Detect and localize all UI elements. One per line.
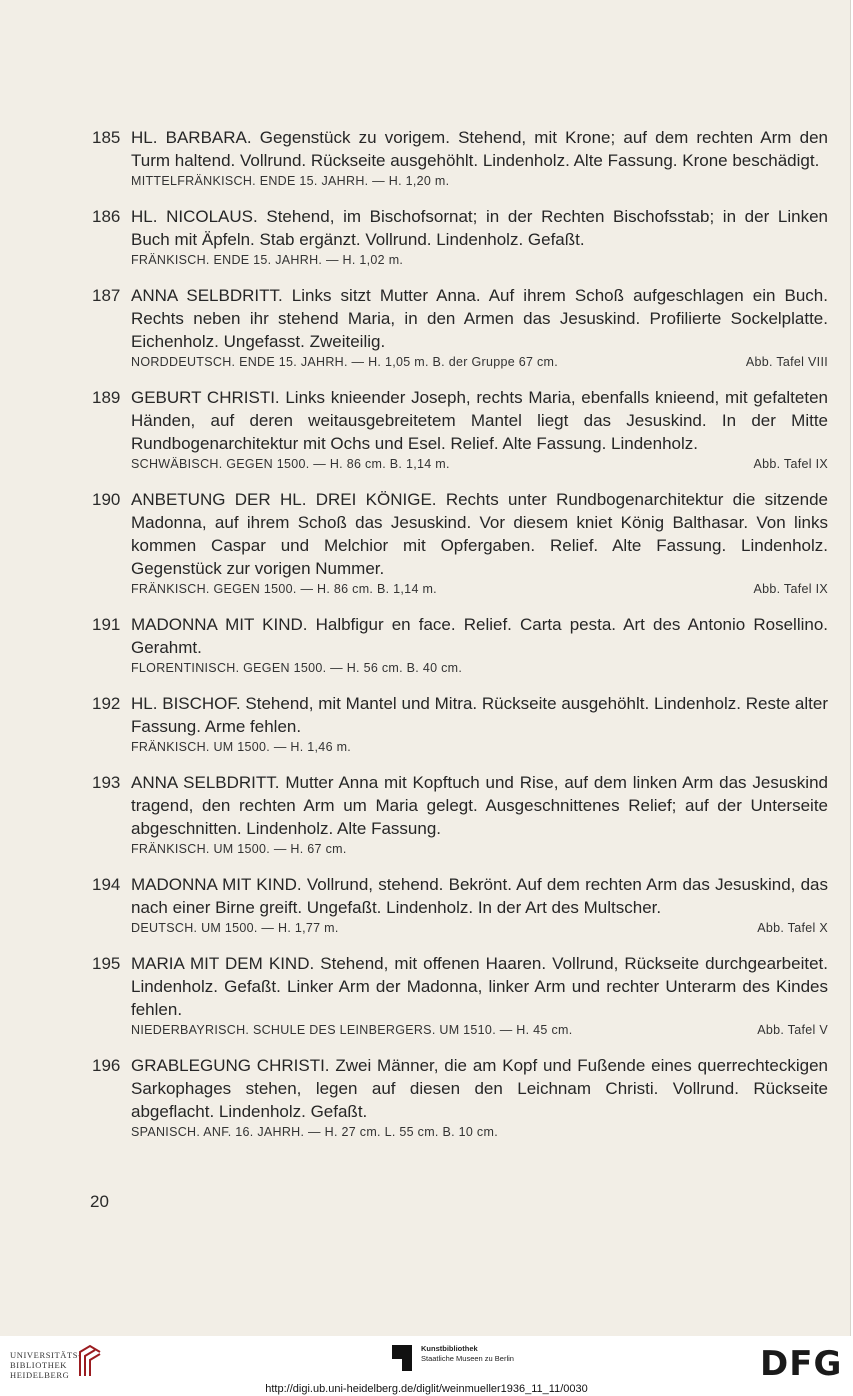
entry-meta (131, 353, 828, 371)
ub-line-2: BIBLIOTHEK (10, 1360, 67, 1370)
ub-line-3: HEIDELBERG (10, 1370, 70, 1380)
entry-origin-dimensions: MITTELFRÄNKISCH. ENDE 15. JAHRH. — H. 1,20 m. (131, 174, 450, 188)
entry-number: 186 (92, 207, 121, 226)
entry-plate-reference: Abb. Tafel VIII (745, 355, 828, 369)
entry-meta (131, 1123, 828, 1141)
entry-meta (131, 580, 828, 598)
kb-subtitle: Staatliche Museen zu Berlin (421, 1354, 514, 1363)
entry-meta (131, 659, 828, 677)
catalog-entry (92, 613, 828, 677)
entry-number: 190 (92, 490, 121, 509)
entry-plate-reference: Abb. Tafel X (757, 921, 828, 935)
ub-heidelberg-label[interactable] (10, 1350, 82, 1380)
catalog-entry (92, 284, 828, 371)
entry-origin-dimensions: FRÄNKISCH. UM 1500. — H. 67 cm. (131, 842, 347, 856)
entry-origin-dimensions: FRÄNKISCH. GEGEN 1500. — H. 86 cm. B. 1,14 m. (131, 582, 437, 596)
entry-origin-dimensions: FRÄNKISCH. ENDE 15. JAHRH. — H. 1,02 m. (131, 253, 404, 267)
entry-number: 194 (92, 875, 121, 894)
entry-description: HL. BISCHOF. Stehend, mit Mantel und Mitra. Rückseite ausgehöhlt. Lindenholz. Reste alter Fassung. Arme fehlen. (131, 694, 828, 736)
entry-description: HL. NICOLAUS. Stehend, im Bischofsornat; in der Rechten Bischofsstab; in der Linken Buch mit Äpfeln. Stab ergänzt. Vollrund. Lindenholz. Gefaßt. (131, 207, 828, 249)
catalog-entry (92, 126, 828, 190)
entry-origin-dimensions: FLORENTINISCH. GEGEN 1500. — H. 56 cm. B. 40 cm. (131, 661, 463, 675)
entry-number: 191 (92, 615, 121, 634)
entry-number: 192 (92, 694, 121, 713)
ub-line-1: UNIVERSITÄTS- (10, 1350, 82, 1360)
entry-description: ANNA SELBDRITT. Mutter Anna mit Kopftuch und Rise, auf dem linken Arm das Jesuskind tragend, den rechten Arm um Maria gelegt. Ausgeschnittenes Relief; auf der Unterseite abgeschnitten. Lindenholz. Alte Fassung. (131, 773, 828, 838)
page-number: 20 (90, 1192, 109, 1211)
entry-origin-dimensions: FRÄNKISCH. UM 1500. — H. 1,46 m. (131, 740, 352, 754)
catalog-entry (92, 873, 828, 937)
entry-origin-dimensions: NORDDEUTSCH. ENDE 15. JAHRH. — H. 1,05 m. B. der Gruppe 67 cm. (131, 355, 559, 369)
entry-origin-dimensions: NIEDERBAYRISCH. SCHULE DES LEINBERGERS. UM 1510. — H. 45 cm. (131, 1023, 573, 1037)
entry-list (92, 126, 828, 1156)
entry-plate-reference: Abb. Tafel IX (753, 457, 828, 471)
entry-description: MADONNA MIT KIND. Halbfigur en face. Relief. Carta pesta. Art des Antonio Rosellino. Gerahmt. (131, 615, 828, 657)
entry-number: 189 (92, 388, 121, 407)
source-url[interactable]: http://digi.ub.uni-heidelberg.de/diglit/weinmueller1936_11_11/0030 (265, 1383, 588, 1395)
entry-number: 195 (92, 954, 121, 973)
entry-meta (131, 455, 828, 473)
entry-meta (131, 172, 828, 190)
entry-description: ANNA SELBDRITT. Links sitzt Mutter Anna. Auf ihrem Schoß aufgeschlagen ein Buch. Rechts neben ihr stehend Maria, in den Armen das Jesuskind. Profilierte Sockelplatte. Eichenholz. Ungefasst. Zweiteilig. (131, 286, 828, 351)
entry-description: HL. BARBARA. Gegenstück zu vorigem. Stehend, mit Krone; auf dem rechten Arm den Turm haltend. Vollrund. Rückseite ausgehöhlt. Lindenholz. Alte Fassung. Krone beschädigt. (131, 128, 828, 170)
catalog-entry (92, 386, 828, 473)
kunstbibliothek-label[interactable] (421, 1344, 514, 1364)
catalog-entry (92, 771, 828, 858)
entry-description: GEBURT CHRISTI. Links knieender Joseph, rechts Maria, ebenfalls knieend, mit gefalteten Händen, auf deren weitausgebreitetem Mantel liegt das Jesuskind. In der Mitte Rundbogenarchitektur mit Ochs und Esel. Relief. Alte Fassung. Lindenholz. (131, 388, 828, 453)
catalog-entry (92, 692, 828, 756)
ub-logo-icon[interactable] (76, 1342, 104, 1378)
catalog-entry (92, 488, 828, 598)
entry-number: 185 (92, 128, 121, 147)
entry-meta (131, 251, 828, 269)
kb-title: Kunstbibliothek (421, 1344, 478, 1353)
entry-origin-dimensions: DEUTSCH. UM 1500. — H. 1,77 m. (131, 921, 339, 935)
footer-bar (0, 1336, 853, 1396)
entry-meta (131, 1021, 828, 1039)
entry-plate-reference: Abb. Tafel IX (753, 582, 828, 596)
dfg-logo[interactable]: DFG (760, 1344, 843, 1384)
entry-meta (131, 840, 828, 858)
entry-origin-dimensions: SCHWÄBISCH. GEGEN 1500. — H. 86 cm. B. 1,14 m. (131, 457, 450, 471)
entry-number: 193 (92, 773, 121, 792)
entry-meta (131, 738, 828, 756)
entry-meta (131, 919, 828, 937)
catalog-entry (92, 205, 828, 269)
entry-number: 187 (92, 286, 121, 305)
entry-number: 196 (92, 1056, 121, 1075)
entry-origin-dimensions: SPANISCH. ANF. 16. JAHRH. — H. 27 cm. L. 55 cm. B. 10 cm. (131, 1125, 498, 1139)
kunstbibliothek-logo-icon[interactable] (390, 1343, 416, 1373)
entry-description: MARIA MIT DEM KIND. Stehend, mit offenen Haaren. Vollrund, Rückseite durchgearbeitet. Lindenholz. Gefaßt. Linker Arm der Madonna, linker Arm und rechter Unterarm des Kindes fehlen. (131, 954, 828, 1019)
catalog-entry (92, 1054, 828, 1141)
entry-description: GRABLEGUNG CHRISTI. Zwei Männer, die am Kopf und Fußende eines querrechteckigen Sarkophages stehen, legen auf diesen den Leichnam Christi. Vollrund. Rückseite abgeflacht. Lindenholz. Gefaßt. (131, 1056, 828, 1121)
entry-description: MADONNA MIT KIND. Vollrund, stehend. Bekrönt. Auf dem rechten Arm das Jesuskind, das nach einer Birne greift. Ungefaßt. Lindenholz. In der Art des Multscher. (131, 875, 828, 917)
entry-description: ANBETUNG DER HL. DREI KÖNIGE. Rechts unter Rundbogenarchitektur die sitzende Madonna, auf ihrem Schoß das Jesuskind. Vor diesem kniet König Balthasar. Von links kommen Caspar und Melchior mit Opfergaben. Relief. Alte Fassung. Lindenholz. Gegenstück zur vorigen Nummer. (131, 490, 828, 578)
catalog-entry (92, 952, 828, 1039)
entry-plate-reference: Abb. Tafel V (757, 1023, 828, 1037)
